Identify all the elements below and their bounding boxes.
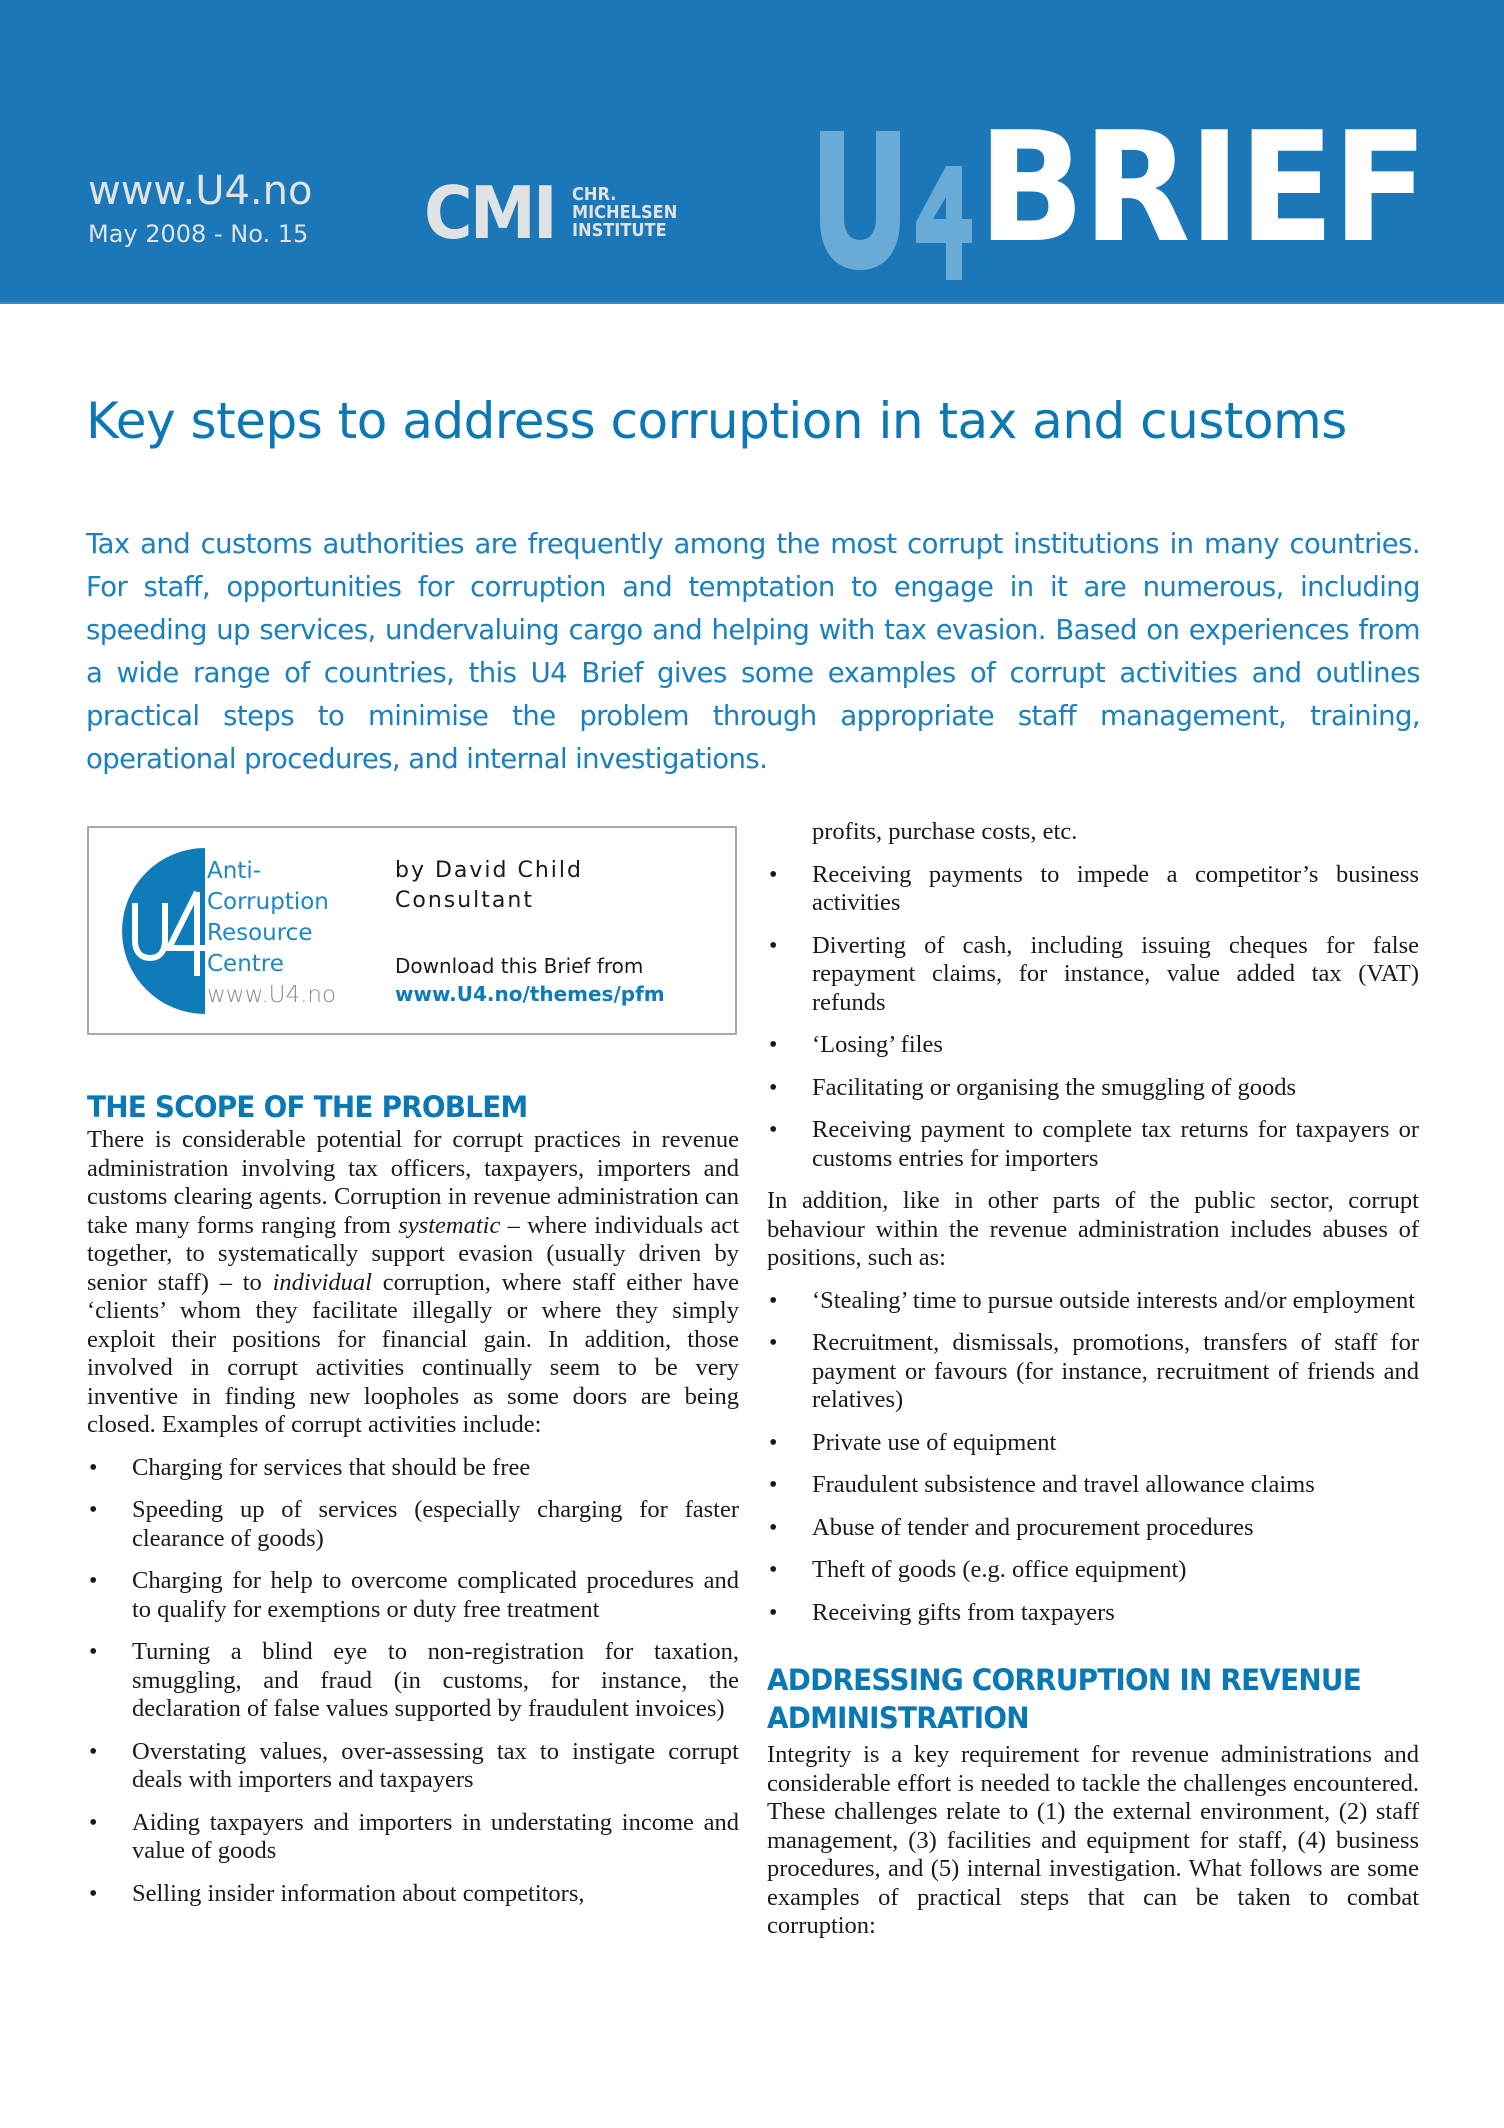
author-box <box>87 826 737 1035</box>
list-item <box>87 1880 739 1909</box>
list-item-text: Receiving gifts from taxpayers <box>812 1598 1115 1626</box>
list-item <box>87 1809 739 1866</box>
bullet-icon: • <box>769 1472 778 1498</box>
list-item-text: Receiving payments to impede a competitor’s business activities <box>812 860 1419 916</box>
download-label: Download this Brief from <box>395 954 644 978</box>
list-item-text: Receiving payment to complete tax returns for taxpayers or customs entries for importers <box>812 1116 1419 1172</box>
cmi-line-3: INSTITUTE <box>572 220 667 241</box>
cmi-line-2: MICHELSEN <box>572 202 678 223</box>
spacer <box>767 1641 1419 1661</box>
header-band <box>0 0 1504 304</box>
page-title: Key steps to address corruption in tax and customs <box>86 392 1347 450</box>
list-item-text: Recruitment, dismissals, promotions, transfers of staff for payment or favours (for instance, recruitment of friends and relatives) <box>812 1329 1419 1413</box>
scope-paragraph <box>87 1126 739 1440</box>
bullet-icon: • <box>89 1809 98 1836</box>
list-item <box>87 1567 739 1624</box>
list-item-continuation: profits, purchase costs, etc. <box>812 818 1078 845</box>
right-column <box>767 818 1419 1941</box>
list-item-text: ‘Losing’ files <box>812 1031 943 1058</box>
org-line-1: Anti- <box>207 858 262 884</box>
site-url[interactable]: www.U4.no <box>88 168 313 214</box>
cmi-letters: CMI <box>424 171 555 255</box>
text-run: corruption, where staff either have ‘clients’ whom they facilitate illegally or where they simply exploit their positions for financial gain. In addition, those involved in corrupt activities continually seem to be very inventive in finding new loopholes as some doors are being closed. Examples of corrupt activities include: <box>87 1268 740 1438</box>
list-item <box>87 1638 739 1724</box>
bullet-icon: • <box>89 1454 98 1481</box>
bullet-icon: • <box>769 1074 778 1101</box>
corrupt-activities-list <box>87 1454 739 1909</box>
download-link[interactable]: www.U4.no/themes/pfm <box>395 982 665 1006</box>
cmi-institute-name <box>572 186 677 240</box>
list-item <box>767 861 1419 918</box>
org-line-2: Corruption <box>207 889 329 915</box>
author-name: by David Child <box>395 858 583 883</box>
list-item-text: Theft of goods (e.g. office equipment) <box>812 1556 1187 1583</box>
bullet-icon: • <box>769 861 778 888</box>
list-item-text: Abuse of tender and procurement procedures <box>812 1513 1254 1541</box>
list-item <box>767 1514 1419 1543</box>
byline <box>395 856 583 916</box>
list-item <box>767 1116 1419 1173</box>
u4-circle-logo-icon <box>117 848 207 1014</box>
list-item <box>767 1329 1419 1415</box>
section-heading-addressing: ADDRESSING CORRUPTION IN REVENUE ADMINISTRATION <box>767 1663 1361 1735</box>
bullet-icon: • <box>769 1429 778 1456</box>
list-item <box>87 1496 739 1553</box>
list-item-text: Speeding up of services (especially charging for faster clearance of goods) <box>132 1496 739 1552</box>
list-item <box>767 932 1419 1018</box>
list-item <box>767 1556 1419 1585</box>
abuses-paragraph: In addition, like in other parts of the public sector, corrupt behaviour within the revenue administration includes abuses of positions, such as: <box>767 1187 1419 1271</box>
brief-wordmark: BRIEF <box>978 99 1427 276</box>
list-item-text: Turning a blind eye to non-registration for taxation, smuggling, and fraud (in customs, for instance, the declaration of false values supported by fraudulent invoices) <box>132 1638 739 1722</box>
u4-mark-icon <box>800 128 980 288</box>
emphasis-systematic: systematic <box>398 1211 501 1239</box>
bullet-icon: • <box>769 932 778 959</box>
bullet-icon: • <box>769 1287 778 1314</box>
list-item <box>767 1471 1419 1500</box>
issue-date-number: May 2008 - No. 15 <box>88 220 309 248</box>
bullet-icon: • <box>89 1497 98 1523</box>
bullet-icon: • <box>769 1599 778 1626</box>
list-item <box>87 1738 739 1795</box>
list-item <box>767 1429 1419 1458</box>
bullet-icon: • <box>769 1117 778 1143</box>
addressing-paragraph: Integrity is a key requirement for revenue administrations and considerable effort is needed to tackle the challenges encountered. These challenges relate to (1) the external environment, (2) staff management, (3) facilities and equipment for staff, (4) business procedures, and (5) internal investigation. What follows are some examples of practical steps that can be taken to combat corruption: <box>767 1741 1419 1939</box>
list-item-text: Overstating values, over-assessing tax to instigate corrupt deals with importers and taxpayers <box>132 1737 739 1793</box>
list-item-text: Private use of equipment <box>812 1428 1057 1456</box>
bullet-icon: • <box>89 1639 98 1665</box>
bullet-icon: • <box>769 1330 778 1356</box>
org-url[interactable]: www.U4.no <box>207 982 337 1008</box>
list-item-text: Charging for services that should be free <box>132 1453 531 1481</box>
corrupt-activities-list-continued <box>767 861 1419 1174</box>
section-heading-scope: THE SCOPE OF THE PROBLEM <box>87 1090 528 1124</box>
org-line-4: Centre <box>207 951 284 977</box>
bullet-icon: • <box>769 1032 778 1058</box>
list-item-text: Selling insider information about competitors, <box>132 1879 585 1907</box>
list-item <box>87 1454 739 1483</box>
bullet-icon: • <box>89 1568 98 1594</box>
list-item-text: ‘Stealing’ time to pursue outside interests and/or employment <box>812 1286 1416 1314</box>
list-item-text: Fraudulent subsistence and travel allowance claims <box>812 1471 1315 1498</box>
list-item-text: Diverting of cash, including issuing cheques for false repayment claims, for instance, value added tax (VAT) refunds <box>812 931 1419 1016</box>
list-item-text: Aiding taxpayers and importers in understating income and value of goods <box>132 1808 739 1864</box>
text-run: – where individuals act together, to systematically support evasion (usually driven by senior staff) – to <box>87 1211 739 1296</box>
list-item <box>767 1074 1419 1103</box>
list-item-text: Facilitating or organising the smuggling of goods <box>812 1073 1297 1101</box>
left-column <box>87 1088 739 1922</box>
list-item <box>767 1031 1419 1060</box>
bullet-icon: • <box>89 1880 98 1907</box>
text-run: There is considerable potential for corrupt practices in revenue administration involving tax officers, taxpayers, importers and customs clearing agents. Corruption in revenue administration can take many forms ranging from <box>87 1126 739 1239</box>
bullet-icon: • <box>89 1738 98 1765</box>
list-item <box>767 1599 1419 1628</box>
download-info <box>395 952 665 1008</box>
cmi-line-1: CHR. <box>572 184 617 205</box>
org-line-3: Resource <box>207 920 313 946</box>
bullet-icon: • <box>769 1557 778 1583</box>
lead-paragraph: Tax and customs authorities are frequently among the most corrupt institutions in many countries. For staff, opportunities for corruption and temptation to engage in it are numerous, including speeding up services, undervaluing cargo and helping with tax evasion. Based on experiences from a wide range of countries, this U4 Brief gives some examples of corrupt activities and outlines practical steps to minimise the problem through appropriate staff management, training, operational procedures, and internal investigations. <box>86 528 1420 775</box>
cmi-logo <box>424 171 689 255</box>
u4-org-name <box>207 856 336 1011</box>
abuses-list <box>767 1287 1419 1628</box>
list-item-text: Charging for help to overcome complicated procedures and to qualify for exemptions or duty free treatment <box>132 1567 739 1623</box>
list-item <box>767 1287 1419 1316</box>
author-role: Consultant <box>395 888 534 913</box>
emphasis-individual: individual <box>272 1268 372 1296</box>
bullet-icon: • <box>769 1514 778 1541</box>
